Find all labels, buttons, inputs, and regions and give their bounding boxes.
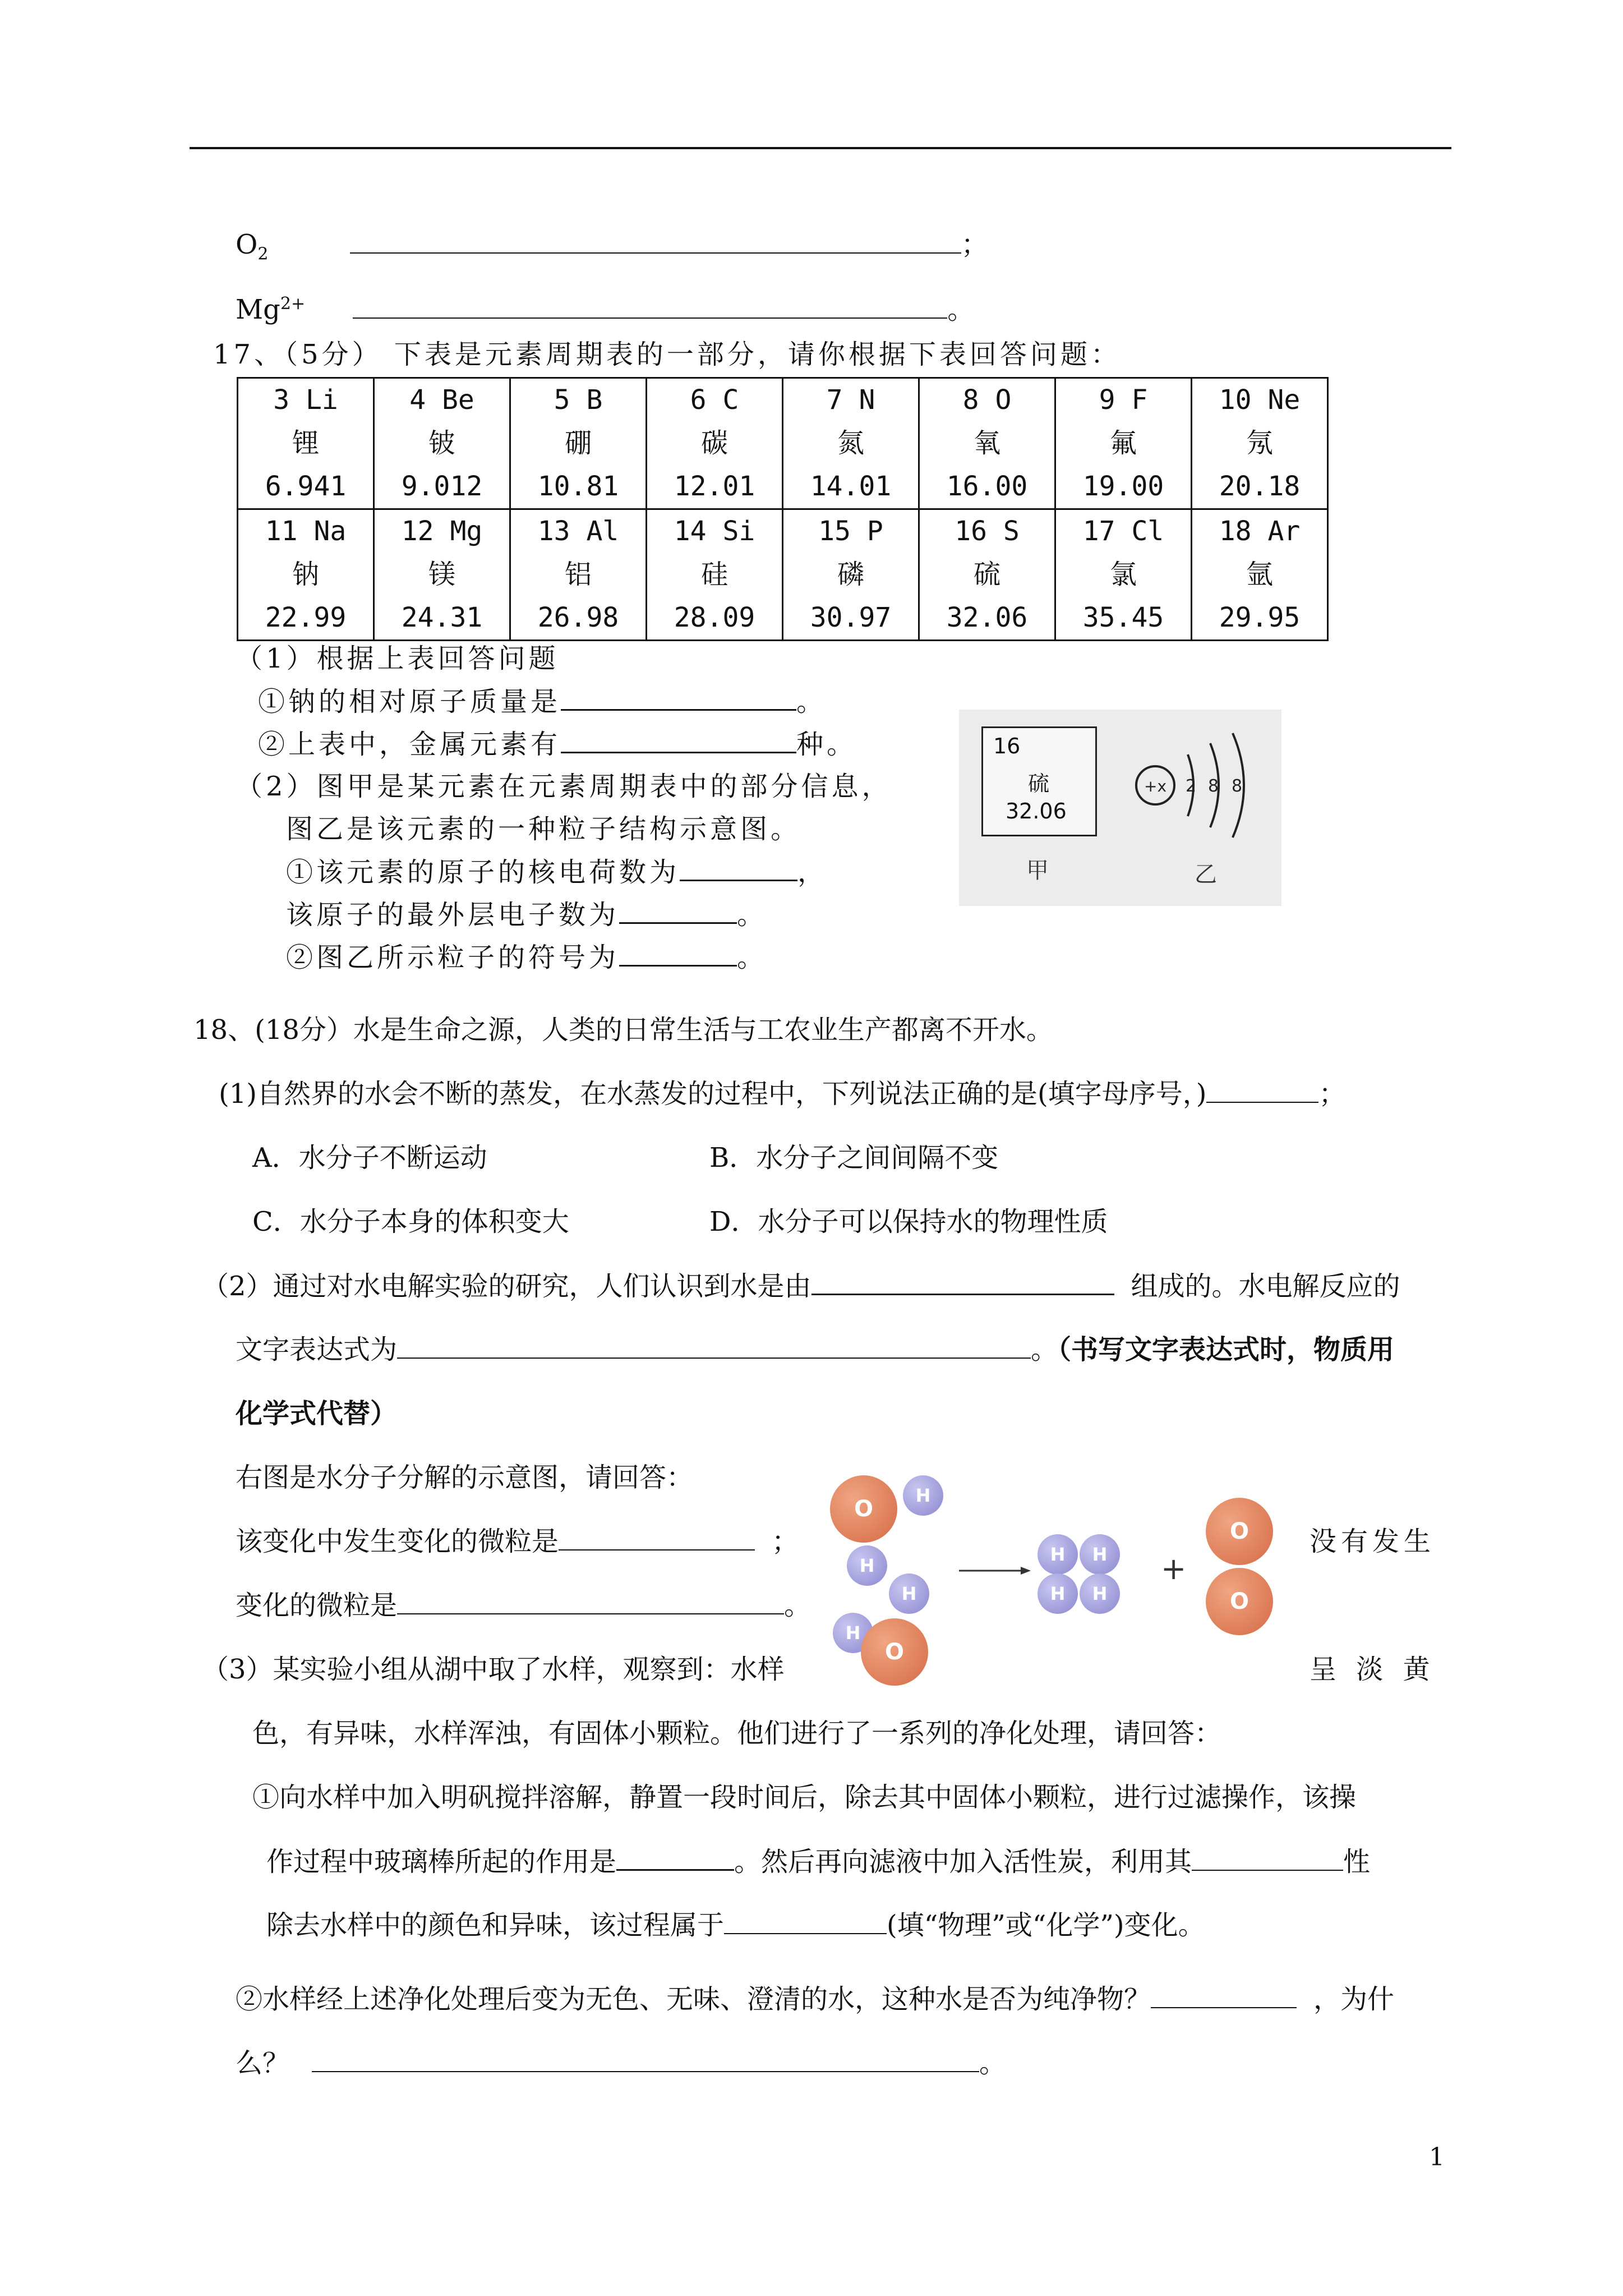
q18-part3g-blank[interactable] bbox=[312, 2047, 979, 2072]
shell-3-count: 8 bbox=[1232, 776, 1243, 796]
q17-part1b-text: ②上表中，金属元素有 bbox=[258, 729, 561, 760]
q17-part1b bbox=[258, 728, 857, 761]
q18-part3d bbox=[266, 1846, 1370, 1879]
page-number: 1 bbox=[1429, 2143, 1445, 2171]
q18-part2e-blank[interactable] bbox=[559, 1526, 755, 1550]
sulfur-figure bbox=[959, 710, 1281, 906]
element-cell: 6 C 碳 12.01 bbox=[647, 378, 783, 509]
q18-part2-text-end: 组成的。水电解反应的 bbox=[1131, 1271, 1400, 1302]
q18-part3d-end: 性 bbox=[1343, 1846, 1371, 1878]
hydrogen-atom: H bbox=[833, 1613, 873, 1653]
element-cell: 13 Al 铝 26.98 bbox=[510, 509, 647, 641]
q17-part2c-blank[interactable] bbox=[680, 856, 797, 881]
mg-line bbox=[236, 294, 974, 326]
q18-part2e-right: 没有发生 bbox=[1310, 1526, 1436, 1557]
q17-part2c-end: ， bbox=[797, 857, 828, 888]
q17-part2c bbox=[286, 856, 828, 889]
option-c: C．水分子本身的体积变大 bbox=[252, 1206, 569, 1237]
element-cell: 4 Be 铍 9.012 bbox=[374, 378, 510, 509]
q18-part3e-blank[interactable] bbox=[724, 1910, 887, 1934]
q18-part1 bbox=[219, 1078, 1345, 1111]
q18-part3g-end: 。 bbox=[979, 2047, 1007, 2079]
element-cell: 7 N 氮 14.01 bbox=[783, 378, 919, 509]
element-cell: 5 B 硼 10.81 bbox=[510, 378, 647, 509]
q18-part3f-text: ②水样经上述净化处理后变为无色、无味、澄清的水，这种水是否为纯净物？ bbox=[236, 1984, 1151, 2015]
q17-part1: （1）根据上表回答问题 bbox=[236, 643, 559, 674]
q17-part2e bbox=[286, 941, 767, 974]
q18-part2e-text: 该变化中发生变化的微粒是 bbox=[236, 1526, 559, 1557]
q18-part2b-text: 文字表达式为 bbox=[236, 1334, 398, 1365]
q17-part1b-end: 种。 bbox=[796, 729, 857, 760]
plus-sign: + bbox=[1161, 1551, 1187, 1586]
q18-part3e-end: (填“物理”或“化学”)变化。 bbox=[887, 1910, 1205, 1941]
figure-label-a: 甲 bbox=[1026, 858, 1049, 884]
q17-part1a bbox=[258, 685, 827, 719]
card-name: 硫 bbox=[1028, 771, 1050, 796]
q18-part2b-end: 。 bbox=[1031, 1334, 1058, 1365]
q17-part2a: （2）图甲是某元素在元素周期表中的部分信息， bbox=[236, 771, 892, 802]
element-cell: 11 Na 钠 22.99 bbox=[238, 509, 374, 641]
q18-part2f-blank[interactable] bbox=[397, 1590, 784, 1614]
o2-subscript: 2 bbox=[257, 244, 269, 264]
q18-part3d-blank2[interactable] bbox=[1192, 1846, 1343, 1871]
q18-part1-text: (1)自然界的水会不断的蒸发，在水蒸发的过程中，下列说法正确的是(填字母序号，) bbox=[219, 1078, 1207, 1110]
shell-1-count: 2 bbox=[1186, 776, 1197, 796]
option-a: A．水分子不断运动 bbox=[252, 1142, 487, 1174]
oxygen-atom: O bbox=[861, 1618, 928, 1686]
q18-part3d-mid: 。然后再向滤液中加入活性炭，利用其 bbox=[734, 1846, 1192, 1878]
q17-part2d-end: 。 bbox=[737, 899, 768, 931]
nucleus-label: +x bbox=[1144, 777, 1167, 795]
q18-part2f-end: 。 bbox=[784, 1590, 811, 1621]
mg-superscript: 2+ bbox=[280, 294, 306, 314]
q17-title: 17、（5分） 下表是元素周期表的一部分，请你根据下表回答问题： bbox=[213, 339, 1121, 370]
q18-part3a: （3）某实验小组从湖中取了水样，观察到：水样 bbox=[202, 1654, 785, 1685]
card-number: 16 bbox=[993, 734, 1021, 758]
q17-part1a-blank[interactable] bbox=[561, 685, 796, 711]
q18-part2f bbox=[236, 1590, 811, 1622]
q18-part2d: 右图是水分子分解的示意图，请回答： bbox=[236, 1462, 694, 1493]
q18-part3f-end: ，为什 bbox=[1313, 1984, 1395, 2015]
header-rule bbox=[190, 147, 1451, 149]
q18-part2e bbox=[236, 1526, 799, 1558]
q17-part2d bbox=[286, 899, 767, 932]
mg-label: Mg bbox=[236, 294, 280, 325]
q18-part2e-end: ； bbox=[772, 1526, 799, 1557]
q18-part3g bbox=[236, 2047, 1006, 2080]
o2-blank[interactable] bbox=[350, 229, 961, 254]
shell-2-count: 8 bbox=[1208, 776, 1219, 796]
element-cell: 14 Si 硅 28.09 bbox=[647, 509, 783, 641]
hydrogen-atom: H bbox=[847, 1545, 887, 1586]
element-cell: 17 Cl 氯 35.45 bbox=[1055, 509, 1192, 641]
q18-part3e-text: 除去水样中的颜色和异味，该过程属于 bbox=[266, 1910, 725, 1941]
oxygen-atom: O bbox=[1206, 1498, 1273, 1565]
element-cell: 10 Ne 氖 20.18 bbox=[1192, 378, 1328, 509]
q18-part3d-blank[interactable] bbox=[616, 1846, 734, 1871]
o2-line bbox=[236, 229, 988, 265]
periodic-table bbox=[237, 377, 1329, 641]
hydrogen-atom: H bbox=[1038, 1534, 1078, 1575]
o2-label: O bbox=[236, 229, 258, 260]
q18-part3g-text: 么？ bbox=[236, 2047, 290, 2079]
q18-title: 18、(18分）水是生命之源，人类的日常生活与工农业生产都离不开水。 bbox=[193, 1014, 1053, 1046]
o2-end: ； bbox=[961, 229, 988, 260]
q18-part2 bbox=[202, 1270, 1400, 1303]
q18-part2b-blank[interactable] bbox=[397, 1334, 1031, 1359]
q18-part3c: ①向水样中加入明矾搅拌溶解，静置一段时间后，除去其中固体小颗粒，进行过滤操作，该操 bbox=[252, 1782, 1357, 1813]
card-mass: 32.06 bbox=[1006, 799, 1067, 823]
q18-part3e bbox=[266, 1910, 1205, 1942]
mg-end: 。 bbox=[947, 294, 975, 325]
q18-part2f-text: 变化的微粒是 bbox=[236, 1590, 398, 1621]
atom-structure-diagram bbox=[1127, 721, 1273, 844]
q17-part2d-text: 该原子的最外层电子数为 bbox=[286, 899, 620, 931]
q18-part3d-text: 作过程中玻璃棒所起的作用是 bbox=[266, 1846, 617, 1878]
q17-part2b: 图乙是该元素的一种粒子结构示意图。 bbox=[286, 813, 801, 845]
oxygen-atom: O bbox=[830, 1475, 897, 1543]
mg-blank[interactable] bbox=[353, 294, 947, 319]
element-cell: 8 O 氧 16.00 bbox=[919, 378, 1055, 509]
hydrogen-atom: H bbox=[1038, 1573, 1078, 1614]
hydrogen-atom: H bbox=[1080, 1534, 1120, 1575]
q18-part3a-right: 呈 淡 黄 bbox=[1310, 1654, 1436, 1685]
q17-part2d-blank[interactable] bbox=[619, 899, 737, 924]
element-cell: 16 S 硫 32.06 bbox=[919, 509, 1055, 641]
hydrogen-atom: H bbox=[889, 1573, 929, 1614]
q17-part1a-text: ①钠的相对原子质量是 bbox=[258, 686, 561, 717]
q18-part3f bbox=[236, 1984, 1394, 2016]
hydrogen-atom: H bbox=[903, 1475, 943, 1516]
q17-part2c-text: ①该元素的原子的核电荷数为 bbox=[286, 857, 680, 888]
hydrogen-atom: H bbox=[1080, 1573, 1120, 1614]
water-decomposition-diagram bbox=[830, 1475, 1307, 1700]
q18-part2b-note: （书写文字表达式时，物质用 bbox=[1058, 1334, 1395, 1365]
arrow-right-icon bbox=[959, 1562, 1032, 1579]
q18-part1-blank[interactable] bbox=[1206, 1078, 1318, 1103]
q18-part3f-blank[interactable] bbox=[1151, 1984, 1297, 2008]
option-b: B．水分子之间间隔不变 bbox=[709, 1142, 999, 1174]
q18-part2-text: （2）通过对水电解实验的研究，人们认识到水是由 bbox=[202, 1271, 811, 1302]
element-cell: 3 Li 锂 6.941 bbox=[238, 378, 374, 509]
q17-part1a-end: 。 bbox=[796, 686, 827, 717]
element-cell: 18 Ar 氩 29.95 bbox=[1192, 509, 1328, 641]
element-cell: 15 P 磷 30.97 bbox=[783, 509, 919, 641]
q17-part1b-blank[interactable] bbox=[561, 728, 796, 753]
q17-part2e-end: 。 bbox=[737, 942, 768, 973]
q18-part3b: 色，有异味，水样浑浊，有固体小颗粒。他们进行了一系列的净化处理，请回答： bbox=[252, 1718, 1222, 1749]
element-cell: 12 Mg 镁 24.31 bbox=[374, 509, 510, 641]
option-d: D．水分子可以保持水的物理性质 bbox=[709, 1206, 1108, 1237]
q18-part2-blank[interactable] bbox=[811, 1270, 1114, 1295]
q18-part2c-note: 化学式代替） bbox=[236, 1398, 398, 1429]
table-row bbox=[238, 378, 1328, 509]
q17-part2e-blank[interactable] bbox=[619, 941, 737, 967]
q18-part2b bbox=[236, 1334, 1394, 1366]
oxygen-atom: O bbox=[1206, 1568, 1273, 1635]
element-cell: 9 F 氟 19.00 bbox=[1055, 378, 1192, 509]
table-row bbox=[238, 509, 1328, 641]
element-card bbox=[981, 726, 1097, 836]
q17-part2e-text: ②图乙所示粒子的符号为 bbox=[286, 942, 620, 973]
figure-label-b: 乙 bbox=[1195, 862, 1217, 887]
q18-part1-end: ； bbox=[1318, 1078, 1346, 1110]
